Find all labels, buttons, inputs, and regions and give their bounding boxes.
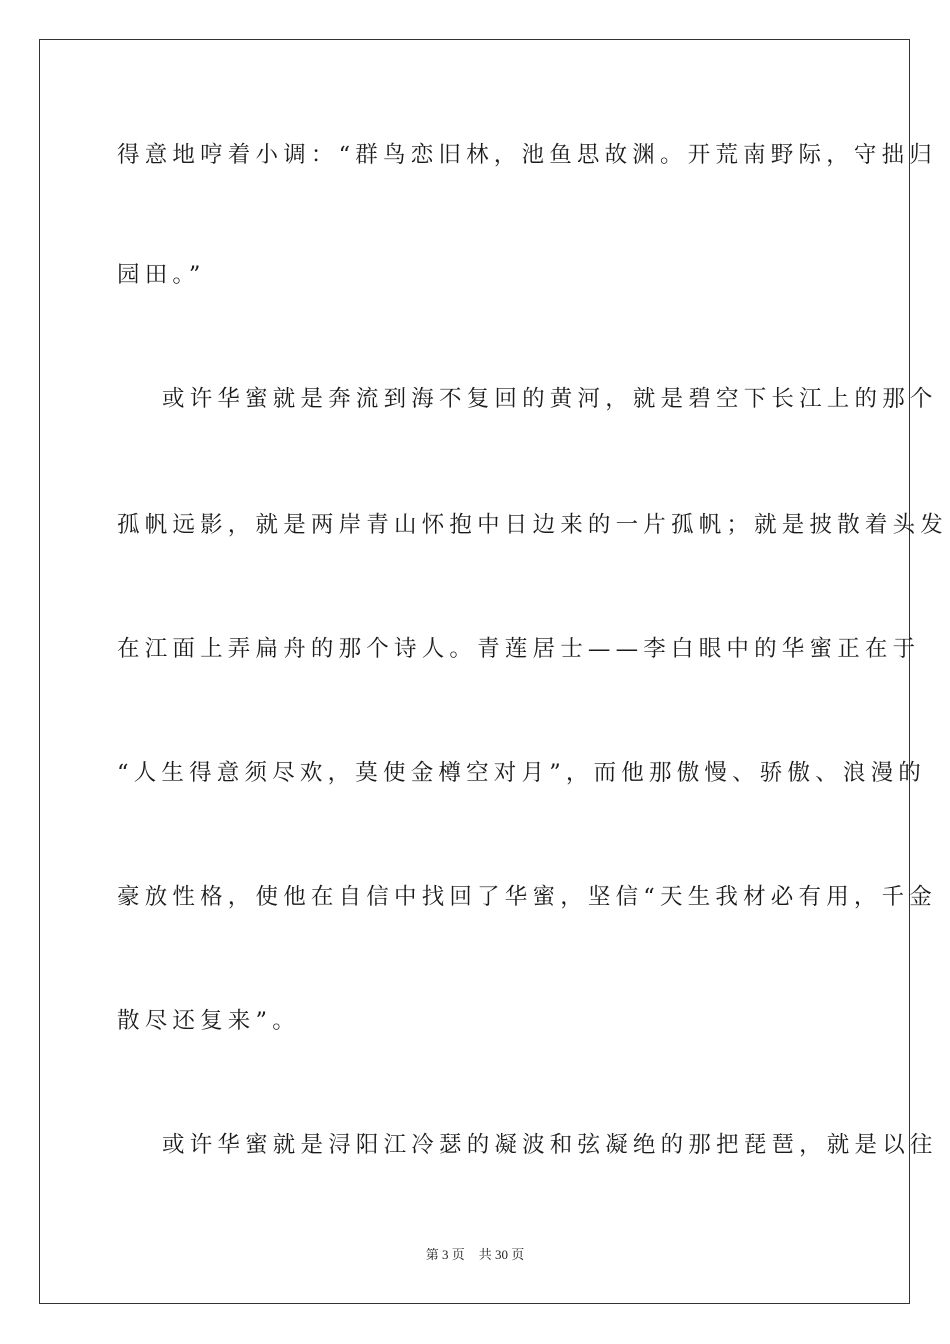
text-line: 豪放性格，使他在自信中找回了华蜜，坚信“天生我材必有用，千金 — [117, 884, 938, 910]
text-line: 孤帆远影，就是两岸青山怀抱中日边来的一片孤帆；就是披散着头发 — [117, 512, 949, 538]
text-line: “人生得意须尽欢，莫使金樽空对月”，而他那傲慢、骄傲、浪漫的 — [117, 760, 927, 786]
text-line: 在江面上弄扁舟的那个诗人。青莲居士——李白眼中的华蜜正在于 — [117, 636, 921, 662]
paragraph-first-line: 或许华蜜就是浔阳江冷瑟的凝波和弦凝绝的那把琵琶，就是以往 — [162, 1132, 938, 1158]
page-footer — [0, 1246, 950, 1264]
page-total: 共 30 页 — [478, 1247, 525, 1262]
text-line: 散尽还复来”。 — [117, 1008, 300, 1034]
page-number: 第 3 页 — [425, 1247, 465, 1262]
page-border — [39, 39, 949, 1304]
paragraph-first-line: 或许华蜜就是奔流到海不复回的黄河，就是碧空下长江上的那个 — [162, 386, 938, 412]
text-line: 园田。” — [117, 262, 206, 288]
text-line: 得意地哼着小调：“群鸟恋旧林，池鱼思故渊。开荒南野际，守拙归 — [117, 142, 938, 168]
